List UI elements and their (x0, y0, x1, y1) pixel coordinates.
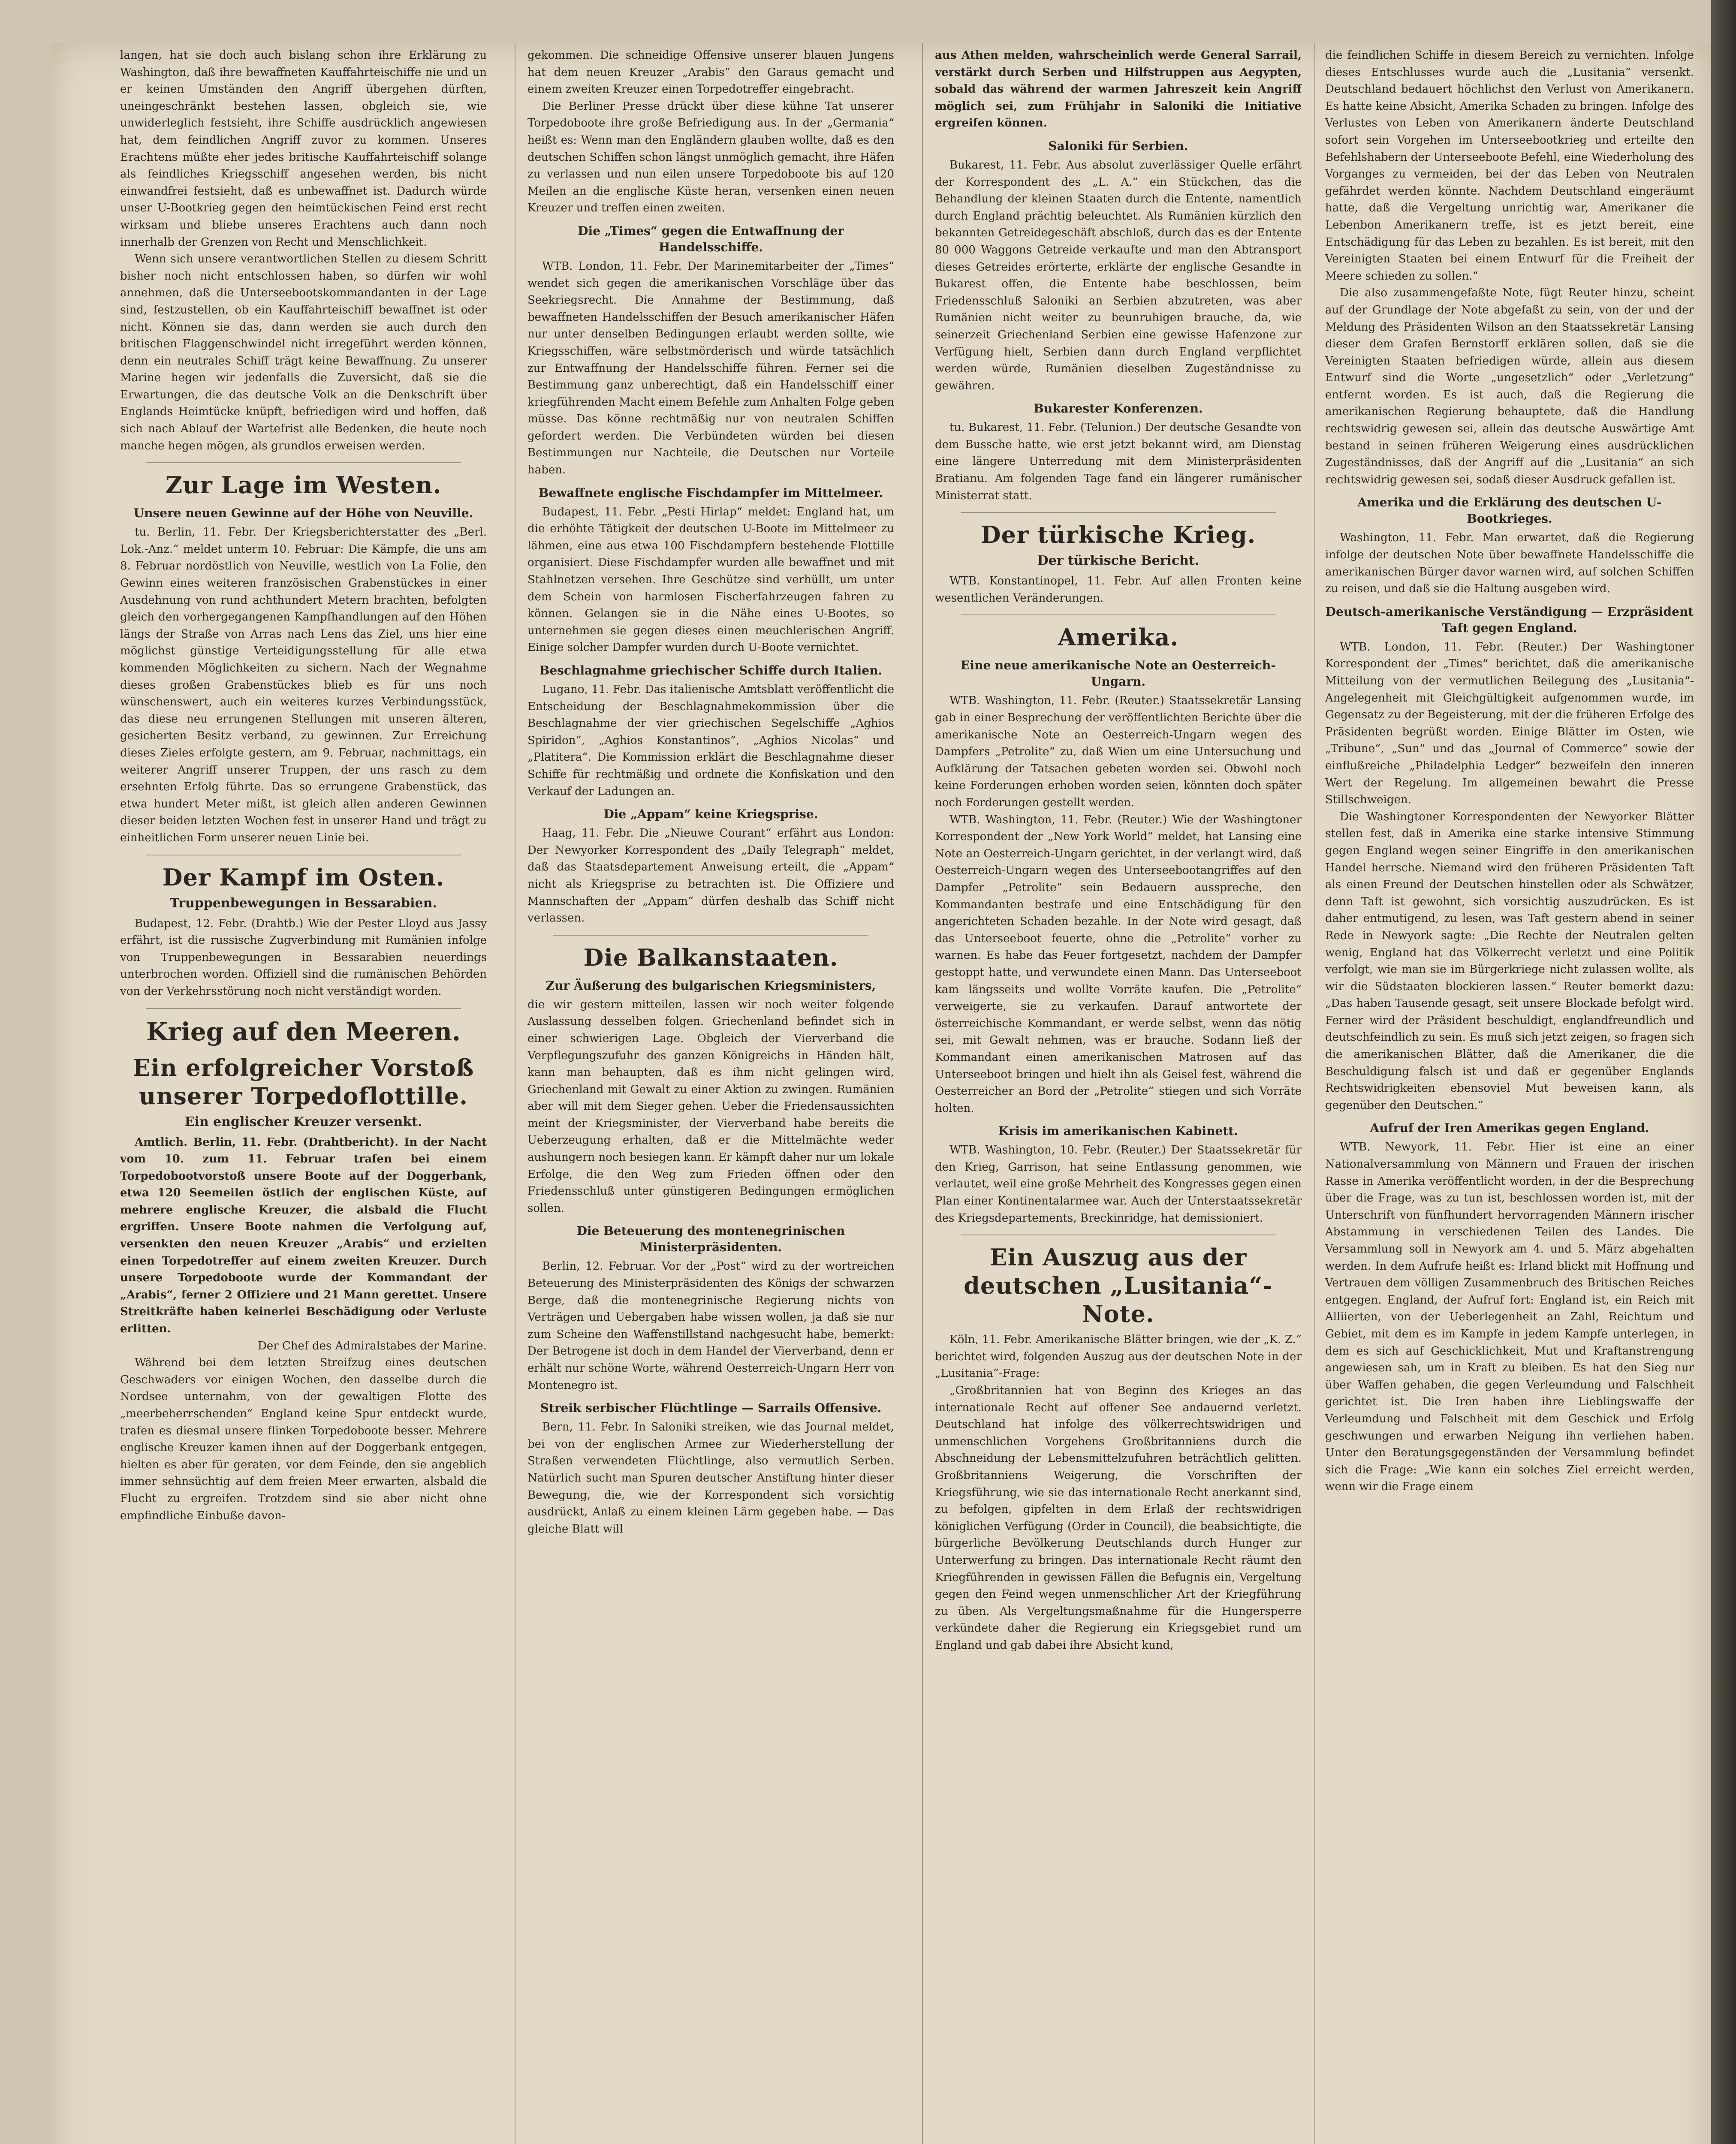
article-paragraph: WTB. Washington, 11. Febr. (Reuter.) Wie der Washingtoner Korrespondent der „New York World“ meldet, hat Lansing eine Note an Oesterreich-Ungarn gerichtet, in der verlangt wird, daß Oesterreich-Ungarn wegen des Unterseebootangriffes auf den Dampfer „Petrolite“ sein Bedauern ausspreche, den Kommandanten bestrafe und eine Entschädigung für den angerichteten Schaden bezahle. In der Note wird gesagt, daß das Unterseeboot feuerte, ohne die „Petrolite“ vorher zu warnen. Es habe das Feuer fortgesetzt, nachdem der Dampfer gestoppt hatte, und verwundete einen Mann. Das Unterseeboot kam längsseits und wollte Vorräte kaufen. Die „Petrolite“ verweigerte, sie zu verkaufen. Darauf antwortete der österreichische Kommandant, er werde selbst, wenn das nötig sei, mit Gewalt nehmen, was er brauche. Sodann ließ der Kommandant einen amerikanischen Matrosen auf das Unterseeboot bringen und hielt ihn als Geisel fest, während die Oesterreicher an Bord der „Petrolite“ stiegen und sich Vorräte holten. (935, 813, 1302, 1115)
section-heading: Ein erfolgreicher Vorstoß unserer Torpedoflottille. (133, 1054, 474, 1110)
section-subheading: Streik serbischer Flüchtlinge — Sarrails Offensive. (540, 1401, 882, 1415)
article-paragraph: Wenn sich unsere verantwortlichen Stellen zu diesem Schritt bisher noch nicht entschlossen haben, so dürfen wir wohl annehmen, daß die Unterseebootskommandanten in der Lage sind, festzustellen, ob ein Kauffahrteischiff bewaffnet ist oder nicht. Können sie das, dann werden sie auch durch den britischen Flaggenschwindel nicht irregeführt werden können, denn ein neutrales Schiff trägt keine Bewaffnung. Zu unserer Marine hegen wir jedenfalls die Zuversicht, daß sie die Erwartungen, die das deutsche Volk an die Denkschrift über Englands Heimtücke knüpft, befriedigen wird und hoffen, daß sich nach Ablauf der Wartefrist alle Bedenken, die heute noch manche hegen mögen, als grundlos erweisen werden. (120, 253, 487, 452)
article-paragraph: WTB. Konstantinopel, 11. Febr. Auf allen Fronten keine wesentlichen Veränderungen. (935, 575, 1302, 605)
article-paragraph: Lugano, 11. Febr. Das italienische Amtsblatt veröffentlicht die Entscheidung der Beschlagnahmekommission über die Beschlagnahme der vier griechischen Segelschiffe „Aghios Spiridon“, „Aghios Konstantinos“, „Aghios Nicolas“ und „Platitera“. Die Kommission erklärt die Beschlagnahme dieser Schiffe für rechtmäßig und ordnete die Konfiskation und den Verkauf der Ladungen an. (527, 683, 894, 798)
section-subheading: Bewaffnete englische Fischdampfer im Mittelmeer. (538, 485, 883, 500)
section-heading: Krieg auf den Meeren. (146, 1017, 461, 1046)
section-subheading: Beschlagnahme griechischer Schiffe durch Italien. (539, 663, 883, 678)
section-divider (146, 1008, 461, 1009)
column-1 (120, 47, 487, 1524)
article-paragraph: Berlin, 12. Februar. Vor der „Post“ wird zu der wortreichen Beteuerung des Ministerpräsidenten des Königs der schwarzen Berge, daß die montenegrinische Regierung nichts von Verträgen und Uebergaben habe wissen wollen, ja daß sie nur zum Scheine den Waffenstillstand nachgesucht habe, bemerkt: Der Betrogene ist doch in dem Handel der Vierverband, denn er erhält nur schöne Worte, während Oesterreich-Ungarn Herr von Montenegro ist. (527, 1260, 894, 1392)
article-paragraph: langen, hat sie doch auch bislang schon ihre Erklärung zu Washington, daß ihre bewaffneten Kauffahrteischiffe nie und un er keinen Umständen den Angriff übergehen dürften, uneingeschränkt bestehen lassen, obgleich sie, wie unwiderleglich festsieht, ihre Schiffe ausdrücklich angewiesen hat, dem feindlichen Angriff zuvor zu kommen. Unseres Erachtens müßte eher jedes britische Kauffahrteischiff solange als feindliches Kriegsschiff angesehen werden, bis nicht einwandfrei festsieht, daß es unbewaffnet ist. Dadurch würde unser U-Bootkrieg gegen den heimtückischen Feind erst recht wirksam und bliebe unseres Erachtens auch dann noch innerhalb der Grenzen von Recht und Menschlichkeit. (120, 49, 487, 249)
article-signature: Der Chef des Admiralstabes der Marine. (257, 1339, 487, 1352)
section-subheading: Bukarester Konferenzen. (1034, 401, 1203, 416)
column-2 (527, 47, 894, 1538)
column-3 (935, 47, 1302, 1654)
article-paragraph: Die Washingtoner Korrespondenten der Newyorker Blätter stellen fest, daß in Amerika eine starke intensive Stimmung gegen England wegen seiner Eingriffe in den amerikanischen Handel herrsche. Niemand wird den früheren Präsidenten Taft als einen Freund der Deutschen hinstellen oder als Schwätzer, denn Taft ist gewohnt, sich vorsichtig auszudrücken. Es ist daher entmutigend, zu lesen, was Taft gestern abend in seiner Rede in Newyork sagte: „Die Rechte der Neutralen gelten wenig, England hat das Völkerrecht verletzt und eine Politik verfolgt, wie man sie im Bürgerkriege nicht zulassen wollte, als wir die Südstaaten blockieren lassen.“ Reuter bemerkt dazu: „Das haben Tausende gesagt, seit unsere Blockade befolgt wird. Ferner wird der Präsident beschuldigt, englandfreundlich und deutschfeindlich zu sein. Es muß sich jetzt zeigen, so fragen sich die amerikanischen Blätter, daß die Amerikaner, die die Beschuldigung falsch ist und daß er gegenüber Englands Rechtswidrigkeiten ebensoviel Mut beweisen kann, als gegenüber den Deutschen.“ (1325, 810, 1694, 1112)
article-paragraph: Haag, 11. Febr. Die „Nieuwe Courant“ erfährt aus London: Der Newyorker Korrespondent des „Daily Telegraph“ meldet, daß das Staatsdepartement Anweisung erteilt, die „Appam“ nicht als Kriegsprise zu betrachten ist. Die Offiziere und Mannschaften der „Appam“ dürfen deshalb das Schiff nicht verlassen. (527, 827, 894, 925)
article-paragraph: Bern, 11. Febr. In Saloniki streiken, wie das Journal meldet, bei von der englischen Armee zur Wiederherstellung der Straßen verwendeten Flüchtlinge, also vermutlich Serben. Natürlich sucht man Spuren deutscher Anstiftung hinter dieser Bewegung, die, wie der Korrespondent sich vorsichtig ausdrückt, Anlaß zu einem kleinen Lärm gegeben habe. — Das gleiche Blatt will (527, 1421, 894, 1536)
section-subheading: Eine neue amerikanische Note an Oesterreich-Ungarn. (961, 658, 1276, 689)
section-heading: Die Balkanstaaten. (583, 943, 838, 971)
article-paragraph: die wir gestern mitteilen, lassen wir noch weiter folgende Auslassung desselben folgen. Griechenland befindet sich in einer schwierigen Lage. Obgleich der Vierverband die Verpflegungszufuhr des ganzen Königreichs in Händen hält, kann man behaupten, daß es ihm nicht gelingen wird, Griechenland mit Gewalt zu einer Aktion zu zwingen. Rumänien aber will mit dem Sieger gehen. Ueber die Friedensaussichten meint der Kriegsminister, der Vierverband habe bereits die Ueberzeugung erhalten, daß er die Mittelmächte weder aushungern noch besiegen kann. Er kämpft daher nur um lokale Erfolge, die den Weg zum Frieden öffnen oder den Friedensschluß unter günstigeren Bedingungen ermöglichen sollen. (527, 998, 894, 1215)
section-heading: Amerika. (1058, 623, 1179, 651)
column-rule (922, 43, 923, 2144)
section-subheading: Ein englischer Kreuzer versenkt. (184, 1114, 422, 1129)
page-binding-edge (1711, 0, 1736, 2144)
article-paragraph: Während bei dem letzten Streifzug eines deutschen Geschwaders vor einigen Wochen, den dasselbe durch die Nordsee unternahm, von der gewaltigen Flotte des „meerbeherrschenden“ England keine Spur entdeckt wurde, trafen es diesmal unsere flinken Torpedoboote besser. Mehrere englische Kreuzer kamen ihnen auf der Doggerbank entgegen, hielten es aber für geraten, vor dem Feinde, den sie angeblich immer sehnsüchtig auf dem freien Meer erwarten, alsbald die Flucht zu ergreifen. Trotzdem sind sie aber nicht ohne empfindliche Einbuße davon- (120, 1356, 487, 1522)
section-subheading: Aufruf der Iren Amerikas gegen England. (1370, 1121, 1649, 1135)
article-paragraph: WTB. Washington, 11. Febr. (Reuter.) Staatssekretär Lansing gab in einer Besprechung der veröffentlichten Berichte über die amerikanische Note an Oesterreich-Ungarn wegen des Dampfers „Petrolite“ zu, daß Wien um eine Untersuchung und Aufklärung der Tatsachen gebeten worden sei. Obwohl noch keine Forderungen erhoben worden seien, könnten doch später noch Forderungen gestellt werden. (935, 694, 1302, 809)
section-subheading: Die „Times“ gegen die Entwaffnung der Handelsschiffe. (578, 223, 844, 254)
article-paragraph: die feindlichen Schiffe in diesem Bereich zu vernichten. Infolge dieses Entschlusses wurde auch die „Lusitania“ versenkt. Deutschland bedauert höchlichst den Verlust von Amerikanern. Es hatte keine Absicht, Amerika Schaden zu bringen. Infolge des Verlustes von Leben von Amerikanern änderte Deutschland sofort sein Vorgehen im Unterseebootkrieg und erteilte den Befehlshabern der Unterseeboote Befehl, eine Wiederholung des Vorganges zu vermeiden, bei der das Leben von Neutralen gefährdet werden könnte. Nachdem Deutschland eingeräumt hatte, daß die Vergeltung unrichtig war, Amerikaner die Lebenbon Amerikanern treffe, ist es jetzt bereit, eine Entschädigung für das Leben zu bezahlen. Es ist bereit, mit den Vereinigten Staaten bei einem Entwurf für die Freiheit der Meere schieden zu sollen.“ (1325, 49, 1694, 283)
article-paragraph: WTB. London, 11. Febr. (Reuter.) Der Washingtoner Korrespondent der „Times“ berichtet, daß die amerikanische Mitteilung von der vermutlichen Beilegung des „Lusitania“-Angelegenheit mit Gleichgültigkeit aufgenommen wurde, im Gegensatz zu der Begeisterung, mit der die früheren Erfolge des Präsidenten begrüßt worden. Einige Blätter im Osten, wie „Tribune“, „Sun“ und das „Journal of Commerce“ sowie der einflußreiche „Philadelphia Ledger“ bezweifeln den inneren Wert der Regelung. Im allgemeinen bewahrt die Presse Stillschweigen. (1325, 640, 1694, 807)
section-subheading: Deutsch-amerikanische Verständigung — Erzpräsident Taft gegen England. (1325, 604, 1694, 635)
article-paragraph: aus Athen melden, wahrscheinlich werde General Sarrail, verstärkt durch Serben und Hilfstruppen aus Aegypten, sobald das während der warmen Jahreszeit kein Angriff möglich sei, zum Frühjahr in Saloniki die Initiative ergreifen können. (935, 49, 1302, 130)
section-heading: Ein Auszug aus der deutschen „Lusitania“-Note. (964, 1244, 1273, 1328)
section-subheading: Krisis im amerikanischen Kabinett. (998, 1124, 1238, 1138)
article-paragraph: Budapest, 12. Febr. (Drahtb.) Wie der Pester Lloyd aus Jassy erfährt, ist die russische Zugverbindung mit Rumänien infolge von Truppenbewegungen in Bessarabien neuerdings unterbrochen worden. Offiziell sind die rumänischen Behörden von der Verkehrsstörung noch nicht verständigt worden. (120, 917, 487, 998)
section-heading: Der Kampf im Osten. (162, 863, 445, 891)
section-divider (553, 935, 868, 936)
column-4 (1325, 47, 1694, 1496)
section-subheading: Unsere neuen Gewinne auf der Höhe von Neuville. (133, 506, 473, 521)
article-paragraph: WTB. London, 11. Febr. Der Marinemitarbeiter der „Times“ wendet sich gegen die amerikanischen Vorschläge über das Seekriegsrecht. Die Annahme der Bestimmung, daß bewaffneten Handelsschiffen der Besuch amerikanischer Häfen nur unter denselben Bedingungen erlaubt werden sollte, wie Kriegsschiffen, wäre selbstmörderisch und würde tatsächlich zur Entwaffnung der Handelsschiffe führen. Ferner sei die Bestimmung ganz unberechtigt, daß ein Handelsschiff einer kriegführenden Macht einem Befehle zum Anhalten Folge geben müsse. Das könne rechtmäßig nur von neutralen Schiffen gefordert werden. Die Verbündeten würden bei diesen Bestimmungen nur Nachteile, die Deutschen nur Vorteile haben. (527, 259, 894, 477)
article-paragraph: WTB. Washington, 10. Febr. (Reuter.) Der Staatssekretär für den Krieg, Garrison, hat seine Entlassung genommen, wie verlautet, weil eine große Mehrheit des Kongresses gegen einen Plan einer Kontinentalarmee war. Auch der Unterstaatssekretär des Kriegsdepartements, Breckinridge, hat demissioniert. (935, 1144, 1302, 1225)
column-rule (1314, 43, 1315, 2144)
article-paragraph: tu. Bukarest, 11. Febr. (Telunion.) Der deutsche Gesandte von dem Bussche hatte, wie erst jetzt bekannt wird, am Dienstag eine längere Unterredung mit dem Ministerpräsidenten Bratianu. Am folgenden Tage fand ein längerer rumänischer Ministerrat statt. (935, 421, 1302, 502)
article-paragraph: Bukarest, 11. Febr. Aus absolut zuverlässiger Quelle erfährt der Korrespondent des „L. A.“ ein Stückchen, das die Behandlung der kleinen Staaten durch die Entente, namentlich durch England prächtig beleuchtet. Als Rumänien kürzlich den bekannten Getreidegeschäft abschloß, durch das es der Entente 80 000 Waggons Getreide verkaufte und man den Abtransport dieses Getreides erörterte, erklärte der englische Gesandte in Bukarest offen, die Entente habe beschlossen, beim Friedensschluß Saloniki an Serbien abzutreten, was aber Rumänien nicht weiter zu beunruhigen brauche, da, wie seinerzeit Griechenland Serbien eine gewisse Hafenzone zur Verfügung hielt, Serbien dann durch England verpflichtet werden würde, Rumänien dieselben Zugeständnisse zu gewähren. (935, 158, 1302, 392)
section-subheading: Saloniki für Serbien. (1048, 139, 1188, 153)
article-paragraph: gekommen. Die schneidige Offensive unserer blauen Jungens hat dem neuen Kreuzer „Arabis“ den Garaus gemacht und einem zweiten Kreuzer einen Torpedotreffer eingebracht. (527, 49, 894, 96)
section-subheading: Amerika und die Erklärung des deutschen U-Bootkrieges. (1357, 495, 1662, 526)
article-paragraph: „Großbritannien hat von Beginn des Krieges an das internationale Recht auf offener See andauernd verletzt. Deutschland hat infolge des völkerrechtswidrigen und unmenschlichen Vorgehens Großbritanniens durch die Abschneidung der Lebensmittelzufuhren beträchtlich gelitten. Großbritanniens Weigerung, die Vorschriften der Kriegsführung, wie sie das internationale Recht anerkannt sind, zu befolgen, gipfelten in dem Erlaß der rechtswidrigen königlichen Verfügung (Order in Council), die beabsichtigte, die bürgerliche Bevölkerung Deutschlands durch Hunger zur Unterwerfung zu bringen. Das internationale Recht räumt den Kriegführenden in gewissen Fällen die Befugnis ein, Vergeltung gegen den Feind wegen unmenschlicher Art der Kriegführung zu üben. Als Vergeltungsmaßnahme für die Hungersperre verkündete daher die Regierung ein Kriegsgebiet rund um England und gab dabei ihre Absicht kund, (935, 1384, 1302, 1652)
article-paragraph: tu. Berlin, 11. Febr. Der Kriegsberichterstatter des „Berl. Lok.-Anz.“ meldet unterm 10. Februar: Die Kämpfe, die uns am 8. Februar nordöstlich von Neuville, westlich von La Folie, den Gewinn eines weiteren französischen Grabenstückes in einer Ausdehnung von rund achthundert Metern brachten, befolgten gleich den vorhergegangenen Kampfhandlungen auf den Höhen längs der Straße von Arras nach Lens das Ziel, uns hier eine möglichst günstige Verteidigungsstellung für alle etwa kommenden Möglichkeiten zu sichern. Nach der Wegnahme dieses großen Grabenstückes blieb es für uns noch wünschenswert, auch ein weiteres kurzes Verbindungsstück, das diese neu errungenen Stellungen mit unseren älteren, gesicherten Besitz verband, zu gewinnen. Zur Erreichung dieses Zieles erfolgte gestern, am 9. Februar, nachmittags, ein weiterer Angriff unserer Truppen, der uns rasch zu dem ersehnten Erfolg führte. Das so errungene Grabenstück, das etwa hundert Meter mißt, ist gleich allen anderen Gewinnen dieser beiden letzten Wochen fest in unserer Hand und trägt zu einheitlichen Form unserer neuen Linie bei. (120, 526, 487, 844)
section-subheading: Zur Äußerung des bulgarischen Kriegsministers, (546, 978, 876, 993)
section-divider (961, 614, 1276, 615)
section-heading: Der türkische Krieg. (980, 521, 1256, 549)
section-heading: Zur Lage im Westen. (165, 471, 442, 499)
article-paragraph: Amtlich. Berlin, 11. Febr. (Drahtbericht). In der Nacht vom 10. zum 11. Februar trafen bei einem Torpedobootvorstoß unsere Boote auf der Doggerbank, etwa 120 Seemeilen östlich der englischen Küste, auf mehrere englische Kreuzer, die alsbald die Flucht ergriffen. Unsere Boote nahmen die Verfolgung auf, versenkten den neuen Kreuzer „Arabis“ und erzielten einen Torpedotreffer auf einem zweiten Kreuzer. Durch unsere Torpedoboote wurde der Kommandant der „Arabis“, ferner 2 Offiziere und 21 Mann gerettet. Unsere Streitkräfte haben keinerlei Beschädigung oder Verluste erlitten. (120, 1135, 487, 1336)
article-paragraph: Die Berliner Presse drückt über diese kühne Tat unserer Torpedoboote ihre große Befriedigung aus. In der „Germania“ heißt es: Wenn man den Engländern glauben wollte, daß es den deutschen Schiffen schon längst unmöglich gemacht, ihre Häfen zu verlassen und nun eilen unsere Torpedoboote bis auf 120 Meilen an die englische Küste heran, versenken einen neuen Kreuzer und treffen einen zweiten. (527, 99, 894, 215)
article-paragraph: Köln, 11. Febr. Amerikanische Blätter bringen, wie der „K. Z.“ berichtet wird, folgenden Auszug aus der deutschen Note in der „Lusitania“-Frage: (935, 1333, 1302, 1380)
article-paragraph: Washington, 11. Febr. Man erwartet, daß die Regierung infolge der deutschen Note über bewaffnete Handelsschiffe die amerikanischen Bürger davor warnen wird, auf solchen Schiffen zu reisen, und daß sie die Haltung ausgeben wird. (1325, 531, 1694, 596)
section-subheading: Der türkische Bericht. (1037, 553, 1200, 569)
section-divider (146, 462, 461, 463)
section-subheading: Die „Appam“ keine Kriegsprise. (603, 807, 818, 822)
section-subheading: Die Beteuerung des montenegrinischen Ministerpräsidenten. (576, 1224, 845, 1255)
section-divider (961, 512, 1276, 513)
article-paragraph: WTB. Newyork, 11. Febr. Hier ist eine an einer Nationalversammlung von Männern und Frauen der irischen Rasse in Amerika veröffentlicht worden, in der die Besprechung über die Frage, was zu tun ist, beschlossen worden ist, mit der Unterschrift von fünfhundert hervorragenden Männern irischer Abstammung in verschiedenen Teilen des Landes. Die Versammlung soll in Newyork am 4. und 5. März abgehalten werden. In dem Aufrufe heißt es: Irland blickt mit Hoffnung und Vertrauen dem völligen Zusammenbruch des Britischen Reiches entgegen. England, der Aufruf fort: England ist, ein Reich mit Alliierten, von der Ueberlegenheit an Zahl, Reichtum und Gebiet, mit dem es im Kampfe in jedem Kampfe unterlegen, in dem es sich auf Geschicklichkeit, Mut und Kraftanstrengung angewiesen sah, um in Kraft zu bleiben. Es hat den Sieg nur über Waffen gehaben, die gegen Verleumdung und Falschheit gerichtet ist. Die Iren haben ihre Lieblingswaffe der Verleumdung und Falschheit mit dem Geschick und Erfolg geschwungen und erwarben Neigung ihn verliehen haben. Unter den Beratungsgegenständen der Versammlung befindet sich die Frage: „Wie kann ein solches Ziel erreicht werden, wenn wir die Frage einem (1325, 1141, 1694, 1494)
article-paragraph: Die also zusammengefaßte Note, fügt Reuter hinzu, scheint auf der Grundlage der Note abgefaßt zu sein, von der und der Meldung des Präsidenten Wilson an den Staatssekretär Lansing dieser dem Grafen Bernstorff erklären sollen, daß sie die Vereinigten Staaten befriedigen würde, allein aus diesem Entwurf sind die Worte „ungesetzlich“ oder „Verletzung“ entfernt worden. Es ist auch, daß die Regierung die amerikanischen Regierung behauptete, daß die Handlung rechtswidrig gewesen sei, allein das deutsche Auswärtige Amt bestand in seinen früheren Weigerung eines ausdrücklichen Zugeständnisses, daß der Angriff auf die „Lusitania“ an sich rechtswidrig gewesen sei, sodaß dieser Ausdruck gefallen ist. (1325, 286, 1694, 486)
article-paragraph: Budapest, 11. Febr. „Pesti Hirlap“ meldet: England hat, um die erhöhte Tätigkeit der deutschen U-Boote im Mittelmeer zu lähmen, eine aus etwa 100 Fischdampfern bestehende Flottille organisiert. Diese Fischdampfer wurden alle bewaffnet und mit Stahlnetzen versehen. Ihre Geschütze sind verhüllt, um unter dem Schein von harmlosen Fischerfahrzeugen fahren zu können. Gelangen sie in die Nähe eines U-Bootes, so unternehmen sie gegen dieses einen meuchlerischen Angriff. Einige solcher Dampfer wurden durch U-Boote vernichtet. (527, 505, 894, 654)
section-subheading: Truppenbewegungen in Bessarabien. (170, 895, 437, 911)
